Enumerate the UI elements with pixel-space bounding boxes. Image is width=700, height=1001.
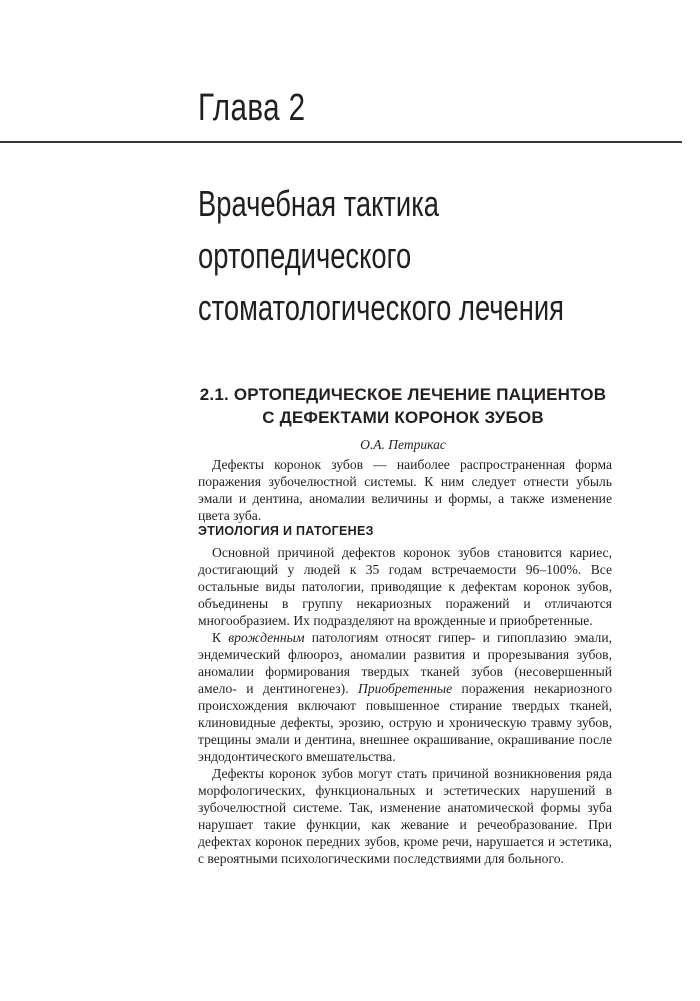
paragraph-classification: [198, 629, 612, 765]
chapter-divider: [0, 141, 682, 143]
paragraph-text: поражения некариозного происхождения включают повышенное стирание твердых тканей, клиновидные дефекты, эрозию, острую и хроническую травму зубов, трещины эмали и дентина, внешнее окрашивание, окрашивание после эндодонтического вмешательства.: [198, 681, 612, 764]
paragraph-etiology: Основной причиной дефектов коронок зубов становится кариес, достигающий у людей к 35 годам встречаемости 96–100%. Все остальные виды патологии, приводящие к дефектам коронок зубов, объединены в группу некариозных поражений и отличаются многообразием. Их подразделяют на врожденные и приобретенные.: [198, 545, 612, 628]
intro-paragraph-block: [198, 456, 612, 524]
chapter-title-line: стоматологического лечения: [198, 287, 564, 328]
section-heading-line: 2.1. ОРТОПЕДИЧЕСКОЕ ЛЕЧЕНИЕ ПАЦИЕНТОВ: [199, 385, 607, 404]
section-heading-line: С ДЕФЕКТАМИ КОРОНОК ЗУБОВ: [262, 408, 544, 427]
paragraph-text: патологиям относят гипер- и гипоплазию эмали, эндемический флюороз, аномалии развития и прорезывания зубов, аномалии формирования твердых тканей зубов (несовершенный амело- и дентиногенез).: [198, 630, 612, 696]
body-text: [198, 544, 612, 867]
chapter-title: [198, 178, 564, 334]
paragraph-consequences: Дефекты коронок зубов могут стать причиной возникновения ряда морфологических, функциональных и эстетических нарушений в зубочелюстной системе. Так, изменение анатомической формы зуба нарушает такие функции, как жевание и речеобразование. При дефектах коронок передних зубов, кроме речи, нарушается и эстетика, с вероятными психологическими последствиями для больного.: [198, 766, 612, 866]
section-heading: [198, 383, 608, 429]
chapter-label: Глава 2: [198, 87, 306, 129]
subsection-heading: ЭТИОЛОГИЯ И ПАТОГЕНЕЗ: [198, 524, 374, 538]
emphasis-term: Приобретенные: [358, 681, 453, 696]
chapter-title-line: ортопедического: [198, 235, 412, 276]
intro-paragraph: Дефекты коронок зубов — наиболее распространенная форма поражения зубочелюстной системы. К ним следует отнести убыль эмали и дентина, аномалии величины и формы, а также изменение цвета зуба.: [198, 457, 612, 523]
section-author: О.А. Петрикас: [360, 437, 446, 452]
chapter-title-line: Врачебная тактика: [198, 183, 439, 224]
emphasis-term: врожденным: [228, 630, 305, 645]
paragraph-text: К: [212, 630, 229, 645]
